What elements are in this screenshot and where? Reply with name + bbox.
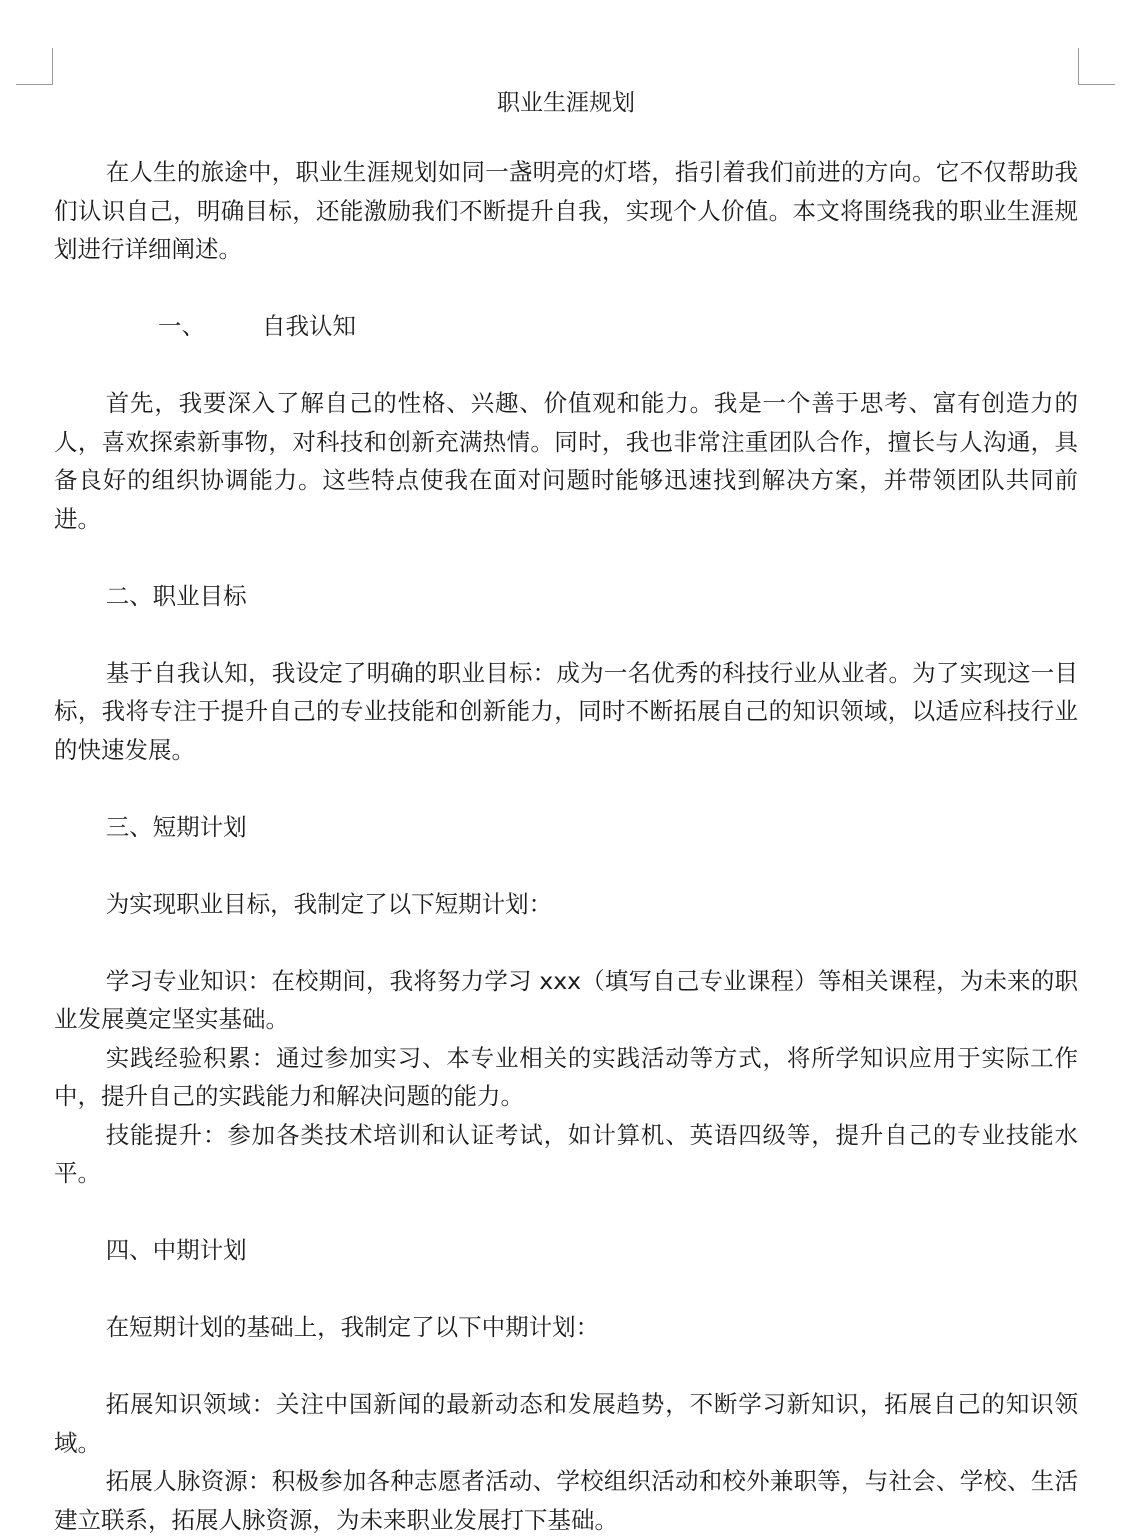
paragraph-spacer: [54, 923, 1078, 962]
short-term-item: 实践经验积累：通过参加实习、本专业相关的实践活动等方式，将所学知识应用于实际工作中，提升自己的实践能力和解决问题的能力。: [54, 1043, 1078, 1110]
intro-paragraph: 在人生的旅途中，职业生涯规划如同一盏明亮的灯塔，指引着我们前进的方向。它不仅帮助我们认识自己，明确目标，还能激励我们不断提升自我，实现个人价值。本文将围绕我的职业生涯规划进行详细阐述。: [54, 158, 1078, 263]
mid-term-item: 拓展人脉资源：积极参加各种志愿者活动、学校组织活动和校外兼职等，与社会、学校、生活建立联系，拓展人脉资源，为未来职业发展打下基础。: [54, 1467, 1078, 1534]
section-heading-short-term-plan: 三、短期计划: [105, 812, 247, 841]
paragraph-spacer: [54, 538, 1078, 577]
document-page: [54, 84, 1078, 1539]
section-heading-career-goal: 二、职业目标: [105, 581, 247, 610]
paragraph-spacer: [54, 615, 1078, 654]
section-heading-self-awareness: [54, 307, 1078, 346]
section-number: 一、: [158, 312, 205, 340]
paragraph-spacer: [54, 1193, 1078, 1232]
short-term-item: 学习专业知识：在校期间，我将努力学习 xxx（填写自己专业课程）等相关课程，为未来的职业发展奠定坚实基础。: [54, 966, 1078, 1033]
section-heading-text: 自我认知: [262, 312, 356, 340]
paragraph-spacer: [54, 769, 1078, 808]
paragraph-spacer: [54, 346, 1078, 385]
page-corner-mark-top-left: [16, 48, 53, 85]
paragraph-spacer: [54, 1270, 1078, 1309]
paragraph-spacer: [54, 1347, 1078, 1386]
short-term-intro: 为实现职业目标，我制定了以下短期计划：: [105, 889, 553, 918]
section-heading-mid-term-plan: 四、中期计划: [105, 1236, 247, 1264]
short-term-item: 技能提升：参加各类技术培训和认证考试，如计算机、英语四级等，提升自己的专业技能水平。: [54, 1120, 1078, 1187]
career-goal-paragraph: 基于自我认知，我设定了明确的职业目标：成为一名优秀的科技行业从业者。为了实现这一目标，我将专注于提升自己的专业技能和创新能力，同时不断拓展自己的知识领域，以适应科技行业的快速发展。: [54, 658, 1078, 764]
document-title: 职业生涯规划: [497, 90, 635, 116]
self-awareness-paragraph: 首先，我要深入了解自己的性格、兴趣、价值观和能力。我是一个善于思考、富有创造力的人，喜欢探索新事物，对科技和创新充满热情。同时，我也非常注重团队合作，擅长与人沟通，具备良好的组织协调能力。这些特点使我在面对问题时能够迅速找到解决方案，并带领团队共同前进。: [54, 389, 1078, 533]
page-corner-mark-top-right: [1078, 48, 1115, 85]
paragraph-spacer: [54, 846, 1078, 885]
mid-term-item: 拓展知识领域：关注中国新闻的最新动态和发展趋势，不断学习新知识，拓展自己的知识领域。: [54, 1390, 1078, 1457]
paragraph-spacer: [54, 269, 1078, 308]
mid-term-intro: 在短期计划的基础上，我制定了以下中期计划：: [105, 1313, 600, 1341]
